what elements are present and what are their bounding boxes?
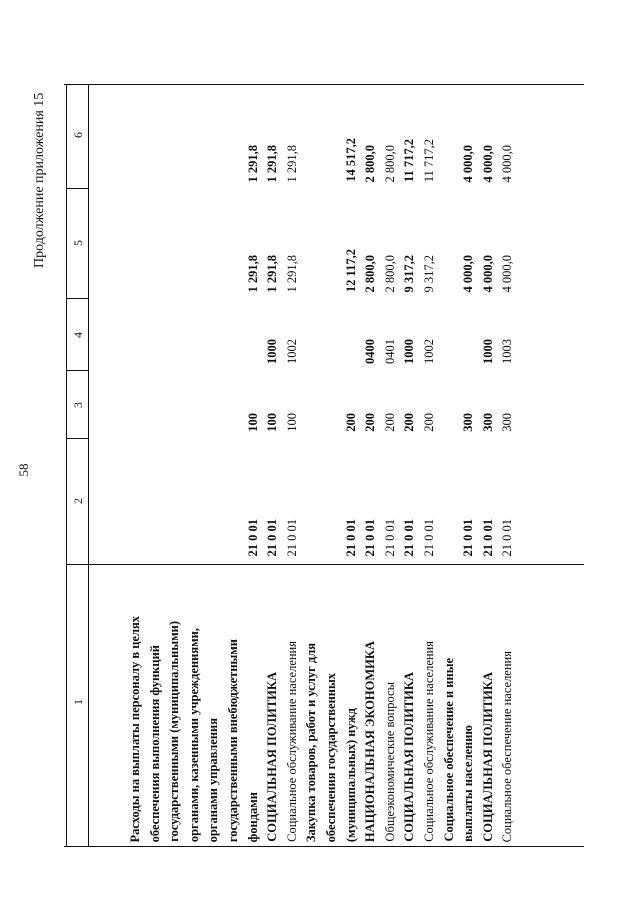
row-value-col-6: 1 291,8 [284,144,299,182]
row-value-col-4: 1000 [402,339,417,364]
row-value-col-6: 11 717,2 [402,138,417,182]
row-value-col-6: 2 800,0 [363,144,378,182]
row-value-col-5: 9 317,2 [402,254,417,292]
row-value-col-5: 1 291,8 [245,254,260,292]
row-label: обеспечения выполнения функций [147,644,162,842]
row-value-col-4: 1000 [265,339,280,364]
row-label: государственными внебюджетными [226,638,240,842]
row-value-col-4: 1003 [500,339,515,364]
col-sep-2-3 [66,438,88,439]
header-col-3: 3 [71,402,85,408]
row-label: Социальное обслуживание населения [422,641,436,842]
row-value-col-3: 200 [382,413,397,432]
row-value-col-6: 4 000,0 [500,144,515,182]
row-value-col-2: 21 0 01 [245,518,260,556]
col-sep-5-6 [66,188,88,189]
row-value-col-2: 21 0 01 [480,518,495,556]
row-value-col-3: 300 [480,413,495,432]
row-value-col-5: 9 317,2 [422,254,436,292]
row-value-col-5: 4 000,0 [461,254,476,292]
row-label: НАЦИОНАЛЬНАЯ ЭКОНОМИКА [363,640,378,842]
row-value-col-4: 0400 [363,339,378,364]
row-value-col-5: 12 117,2 [343,248,358,292]
row-value-col-6: 4 000,0 [480,144,495,182]
header-col-4: 4 [71,332,85,338]
row-label: СОЦИАЛЬНАЯ ПОЛИТИКА [265,672,280,842]
row-value-col-3: 300 [461,413,476,432]
row-value-col-6: 1 291,8 [245,144,260,182]
row-value-col-2: 21 0 01 [402,518,417,556]
row-label: обеспечения государственных [324,672,338,842]
row-label: СОЦИАЛЬНАЯ ПОЛИТИКА [480,672,495,842]
row-label: государственными (муниципальными) [167,621,182,842]
row-value-col-5: 4 000,0 [500,254,515,292]
row-label: СОЦИАЛЬНАЯ ПОЛИТИКА [402,672,417,842]
table-bottom-rule [64,846,584,847]
row-value-col-4: 0401 [382,339,397,364]
row-value-col-6: 4 000,0 [461,144,476,182]
budget-table [64,80,584,850]
row-value-col-3: 200 [422,413,436,432]
row-label: Закупка товаров, работ и услуг для [304,642,319,842]
header-divider-rule [66,564,584,565]
row-value-col-5: 1 291,8 [284,254,299,292]
header-col-5: 5 [71,240,85,246]
row-label: Социальное обеспечение населения [500,650,515,842]
row-value-col-3: 200 [363,413,378,432]
row-label: органами, казенными учреждениями, [186,627,201,842]
row-value-col-4: 1002 [284,339,299,364]
row-value-col-5: 4 000,0 [480,254,495,292]
appendix-continuation-note: Продолжение приложения 15 [32,92,47,268]
header-col-2: 2 [71,498,85,504]
row-value-col-4: 1000 [480,339,495,364]
row-value-col-3: 100 [245,413,260,432]
header-col-1: 1 [71,699,85,705]
row-value-col-2: 21 0 01 [363,518,378,556]
row-label: фондами [245,791,260,842]
row-value-col-2: 21 0 01 [265,518,280,556]
row-label: выплаты населению [461,725,476,842]
row-value-col-6: 1 291,8 [265,144,280,182]
row-value-col-5: 2 800,0 [382,254,397,292]
header-band-left-rule [66,84,67,846]
row-value-col-3: 100 [284,413,299,432]
row-value-col-2: 21 0 01 [500,518,515,556]
row-value-col-2: 21 0 01 [284,518,299,556]
row-value-col-6: 2 800,0 [382,144,397,182]
row-label: Социальное обслуживание населения [284,641,299,842]
row-value-col-5: 1 291,8 [265,254,280,292]
row-value-col-5: 2 800,0 [363,254,378,292]
col-sep-4-5 [66,298,88,299]
header-col-6: 6 [71,132,85,138]
row-value-col-2: 21 0 01 [461,518,476,556]
row-value-col-6: 14 517,2 [343,138,358,182]
row-value-col-2: 21 0 01 [343,518,358,556]
row-value-col-3: 200 [343,413,358,432]
row-label: Общеэкономические вопросы [382,682,397,842]
table-top-rule [64,84,584,85]
row-label: Социальное обеспечение и иные [441,658,456,842]
row-label: (муниципальных) нужд [343,707,358,842]
row-label: Расходы на выплаты персоналу в целях [128,615,142,842]
row-label: органами управления [206,717,221,842]
row-value-col-3: 100 [265,413,280,432]
header-band-right-rule [88,84,89,846]
row-value-col-4: 1002 [422,339,436,364]
page-number: 58 [16,463,31,477]
row-value-col-6: 11 717,2 [422,138,436,182]
row-value-col-3: 200 [402,413,417,432]
row-value-col-3: 300 [500,413,515,432]
row-value-col-2: 21 0 01 [382,518,397,556]
row-value-col-2: 21 0 01 [422,518,436,556]
col-sep-3-4 [66,370,88,371]
